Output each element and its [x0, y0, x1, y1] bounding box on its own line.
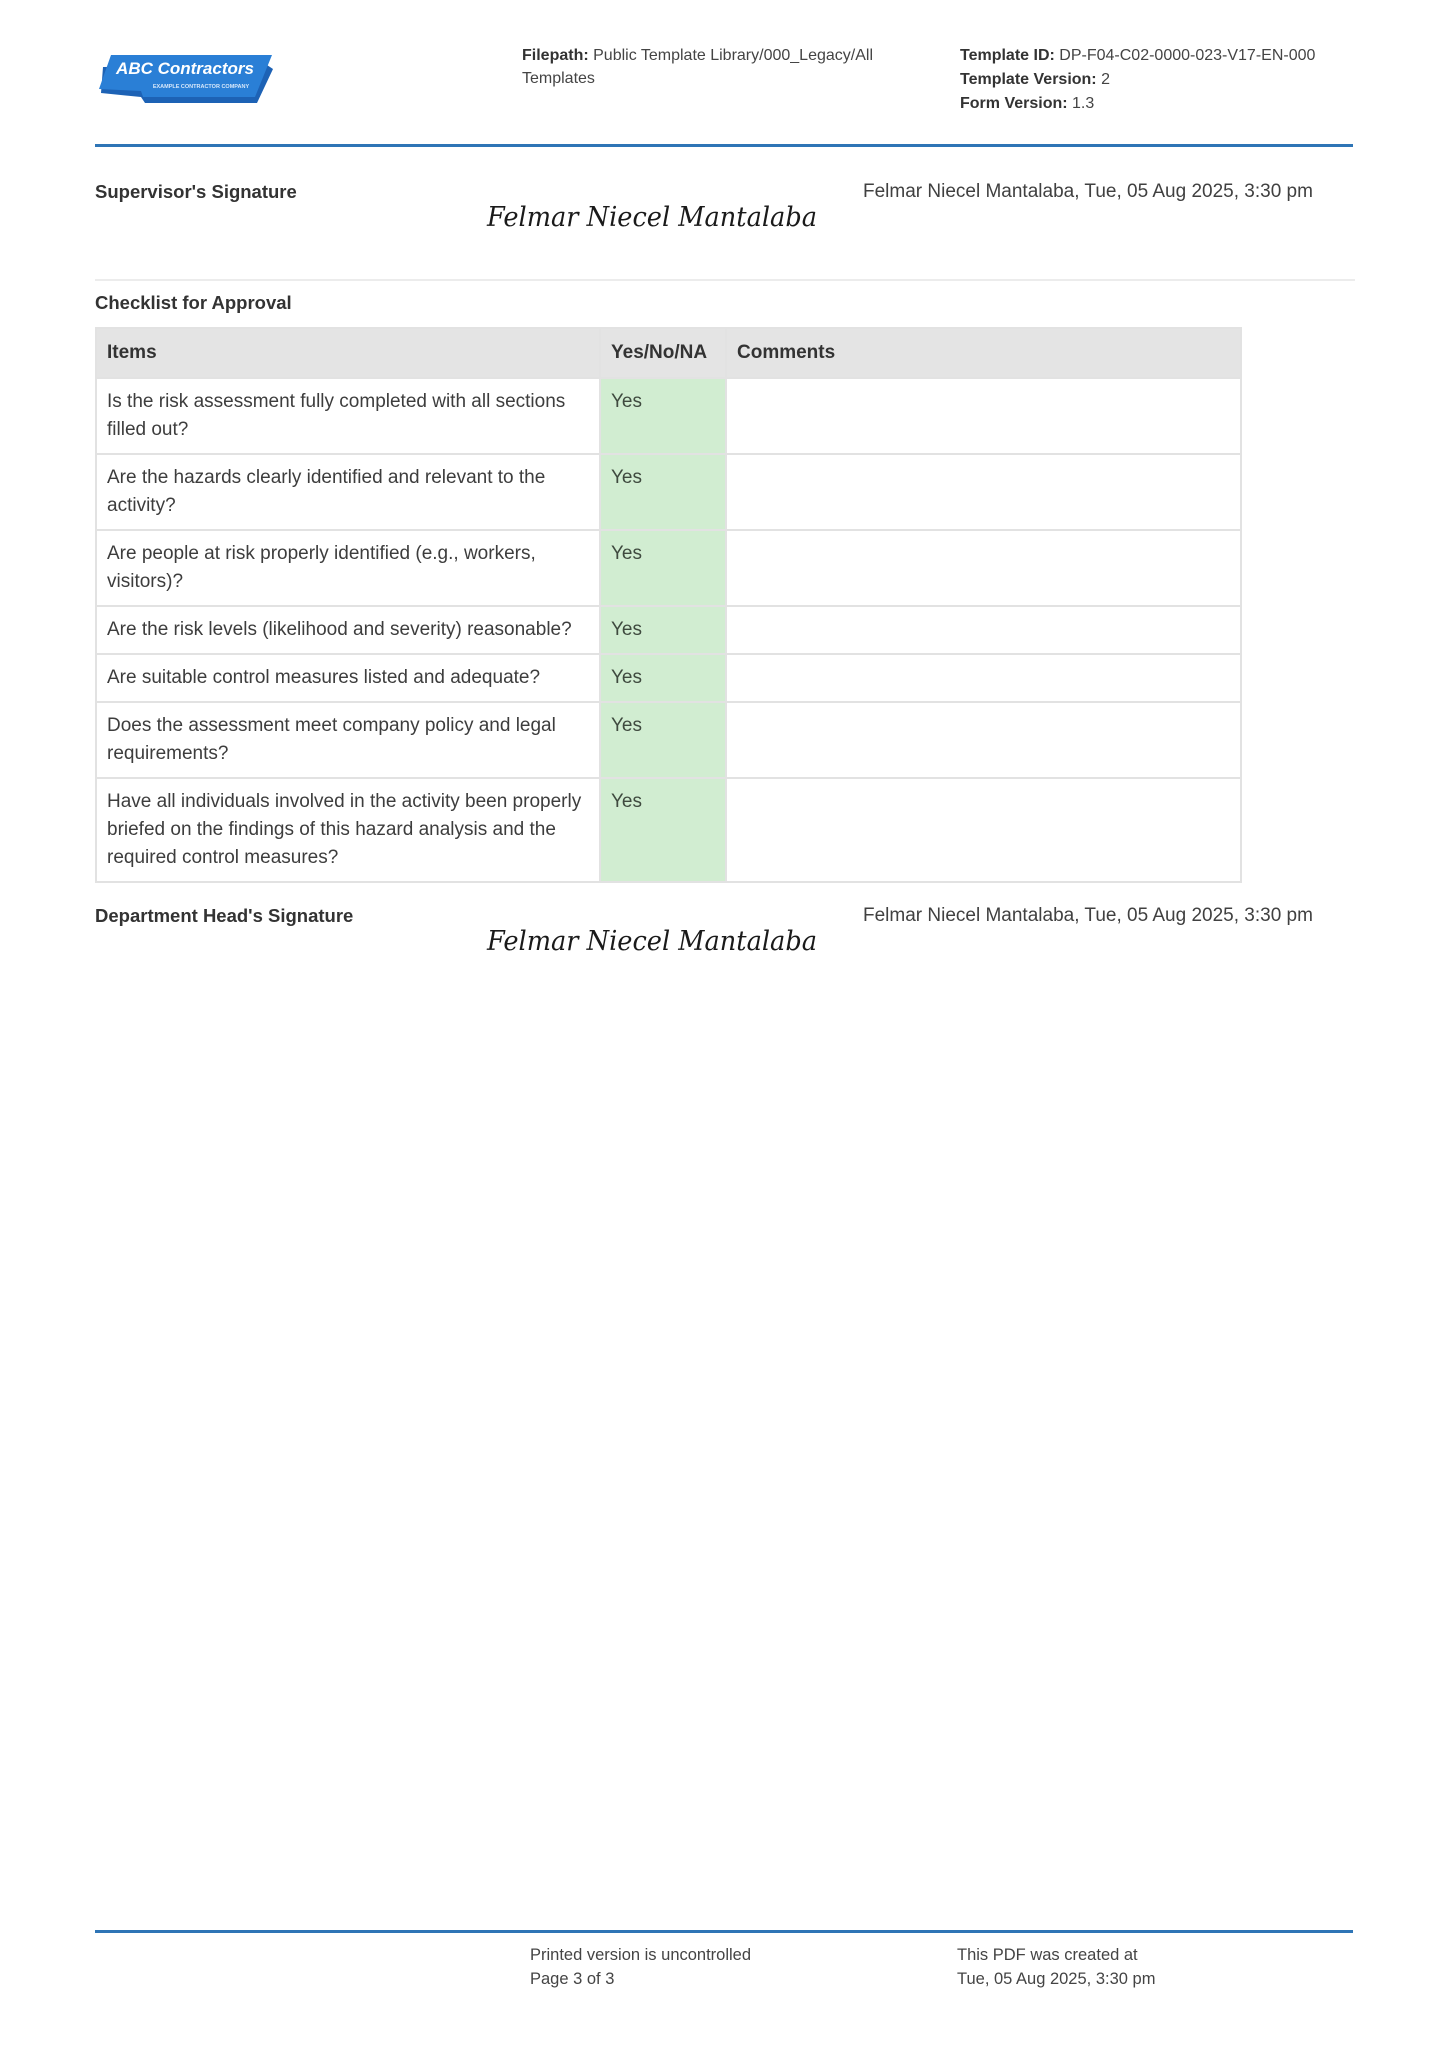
template-version-value: 2 — [1101, 71, 1110, 88]
answer-cell: Yes — [600, 654, 726, 702]
answer-cell: Yes — [600, 378, 726, 454]
answer-cell: Yes — [600, 454, 726, 530]
table-row — [96, 454, 1241, 530]
table-row — [96, 378, 1241, 454]
item-cell: Does the assessment meet company policy and legal requirements? — [96, 702, 600, 778]
table-row — [96, 778, 1241, 882]
supervisor-signature-image — [485, 200, 820, 233]
comment-cell — [726, 702, 1241, 778]
answer-cell: Yes — [600, 702, 726, 778]
department-head-signature-image — [485, 924, 820, 957]
created-label: This PDF was created at — [957, 1946, 1138, 1964]
uncontrolled-note: Printed version is uncontrolled — [530, 1946, 752, 1964]
comment-cell — [726, 530, 1241, 606]
item-cell: Are people at risk properly identified (e.g., workers, visitors)? — [96, 530, 600, 606]
filepath-label: Filepath: — [522, 47, 589, 64]
template-version-label: Template Version: — [960, 71, 1097, 88]
checklist-title: Checklist for Approval — [95, 292, 292, 313]
department-head-signature-stamp: Felmar Niecel Mantalaba, Tue, 05 Aug 2025, 3:30 pm — [863, 905, 1313, 926]
filepath-value: Public Template Library/000_Legacy/All Templates — [522, 47, 873, 87]
answer-cell: Yes — [600, 530, 726, 606]
column-header-comments: Comments — [726, 328, 1241, 378]
comment-cell — [726, 778, 1241, 882]
item-cell: Are the risk levels (likelihood and severity) reasonable? — [96, 606, 600, 654]
comment-cell — [726, 378, 1241, 454]
form-version-label: Form Version: — [960, 95, 1068, 112]
table-row — [96, 702, 1241, 778]
comment-cell — [726, 654, 1241, 702]
supervisor-signature-stamp: Felmar Niecel Mantalaba, Tue, 05 Aug 2025, 3:30 pm — [863, 181, 1313, 202]
answer-cell: Yes — [600, 606, 726, 654]
logo-subtitle: EXAMPLE CONTRACTOR COMPANY — [152, 84, 250, 90]
item-cell: Is the risk assessment fully completed with all sections filled out? — [96, 378, 600, 454]
template-version — [960, 68, 1360, 92]
footer-left — [530, 1943, 751, 1991]
form-version-value: 1.3 — [1072, 95, 1095, 112]
item-cell: Are suitable control measures listed and adequate? — [96, 654, 600, 702]
table-row — [96, 606, 1241, 654]
section-divider — [95, 279, 1355, 281]
header-divider — [95, 144, 1353, 147]
table-row — [96, 654, 1241, 702]
column-header-answer: Yes/No/NA — [600, 328, 726, 378]
supervisor-signature-label: Supervisor's Signature — [95, 181, 297, 202]
supervisor-signature-text: Felmar Niecel Mantalaba — [486, 202, 817, 233]
table-row — [96, 530, 1241, 606]
department-head-signature-text: Felmar Niecel Mantalaba — [486, 926, 817, 957]
item-cell: Have all individuals involved in the activity been properly briefed on the findings of this hazard analysis and the required control measures? — [96, 778, 600, 882]
template-id-label: Template ID: — [960, 47, 1055, 64]
column-header-items: Items — [96, 328, 600, 378]
department-head-signature-label: Department Head's Signature — [95, 905, 354, 926]
checklist-table — [95, 327, 1242, 883]
comment-cell — [726, 606, 1241, 654]
template-info — [960, 44, 1360, 116]
template-id — [960, 44, 1360, 68]
item-cell: Are the hazards clearly identified and relevant to the activity? — [96, 454, 600, 530]
comment-cell — [726, 454, 1241, 530]
footer-right — [957, 1943, 1155, 1991]
table-header-row — [96, 328, 1241, 378]
form-version — [960, 92, 1360, 116]
company-logo — [97, 53, 277, 105]
created-timestamp: Tue, 05 Aug 2025, 3:30 pm — [957, 1970, 1156, 1988]
footer-divider — [95, 1930, 1353, 1933]
template-id-value: DP-F04-C02-0000-023-V17-EN-000 — [1059, 47, 1316, 64]
logo-title: ABC Contractors — [116, 59, 254, 78]
answer-cell: Yes — [600, 778, 726, 882]
page-indicator: Page 3 of 3 — [530, 1970, 615, 1988]
filepath — [522, 44, 922, 90]
